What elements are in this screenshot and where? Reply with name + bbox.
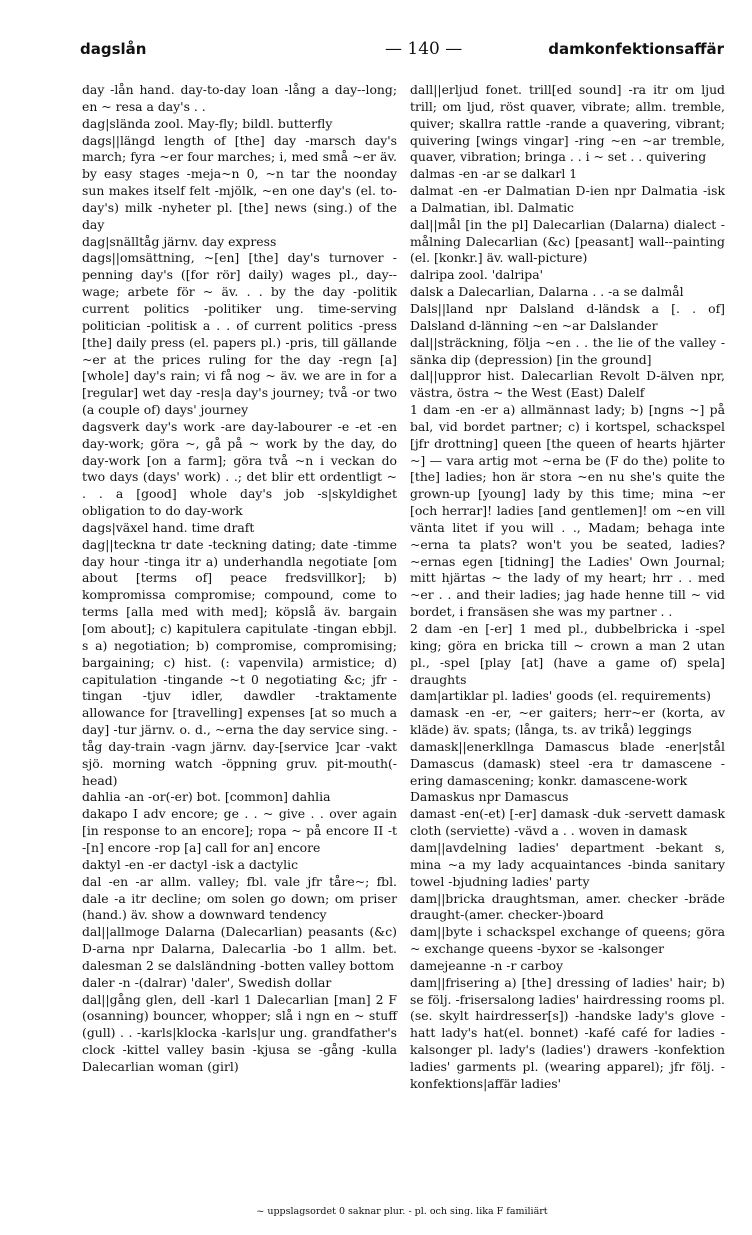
- right-guide-word: damkonfektionsaffär: [548, 40, 724, 58]
- dictionary-entry: daler -n -(dalrar) 'daler', Swedish dollar: [82, 974, 332, 990]
- dictionary-entry: 2 dam -en [-er] 1 med pl., dubbelbricka i -spel king; göra en bricka till ~ crown a man 2 utan pl., -spel [play [at] (have a game of) spela] draughts: [410, 621, 725, 687]
- dictionary-entry: dalmas -en -ar se dalkarl 1: [410, 166, 578, 182]
- dictionary-entry: dag|slända zool. May-fly; bildl. butterfly: [82, 115, 333, 131]
- dictionary-entry: damejeanne -n -r carboy: [410, 957, 563, 973]
- dictionary-entry: daktyl -en -er dactyl -isk a dactylic: [82, 856, 299, 872]
- dictionary-entry: dal||gång glen, dell -karl 1 Dalecarlian [man] 2 F (osanning) bouncer, whopper; slå i ngn en ~ stuff (gull) . . -karls|klocka -karls|ur ung. grandfather's clock -kittel valley basin -kjusa se -gång -kulla Dalecarlian woman (girl): [82, 991, 397, 1074]
- dictionary-entry: Dals||land npr Dalsland d-ländsk a [. . of] Dalsland d-länning ~en ~ar Dalslander: [410, 300, 725, 333]
- dictionary-entry: dagsverk day's work -are day-labourer -e -et -en day-work; göra ~, gå på ~ work by the day, do day-work [on a farm]; göra två ~n i veckan do two days (days' work) . .; det blir ett ordentligt ~ . . a [good] whole day's job -s|skyldighet obligation to do day-work: [82, 418, 397, 519]
- page-number: — 140 —: [385, 39, 463, 59]
- dictionary-entry: dam||bricka draughtsman, amer. checker -bräde draught-(amer. checker-)board: [410, 890, 725, 923]
- left-column: [82, 82, 397, 1076]
- dictionary-entry: dags|växel hand. time draft: [82, 519, 255, 535]
- dictionary-entry: damask -en -er, ~er gaiters; herr~er (korta, av kläde) äv. spats; (långa, ts. av trikå) leggings: [410, 705, 725, 738]
- dictionary-entry: Damaskus npr Damascus: [410, 789, 569, 805]
- dictionary-entry: damask||enerkllnga Damascus blade -ener|stål Damascus (damask) steel -era tr damascene -ering damascening; konkr. damascene-work: [410, 738, 725, 788]
- dictionary-entry: day -lån hand. day-to-day loan -lång a day--long; en ~ resa a day's . .: [82, 82, 397, 114]
- dictionary-entry: dalripa zool. 'dalripa': [410, 267, 544, 283]
- dictionary-entry: dag||teckna tr date -teckning dating; date -timme day hour -tinga itr a) underhandla negotiate [om about [terms of] peace fredsvillkor]; b) kompromissa compromise; compound, come to terms [alla med with med]; köpslå äv. bargain [om about]; c) kapitulera capitulate -tingan ebbjl. s a) negotiation; b) compromise, compromising; bargaining; c) hist. (: vapenvila) armistice; d) capitulation -tingande ~t 0 negotiating &c; jfr -tingan -tjuv idler, dawdler -traktamente allowance for [travelling] expenses [at so much a day] -tur järnv. o. d., ~erna the day service sing. -tåg day-train -vagn järnv. day-[service ]car -vakt sjö. morning watch -öppning gruv. pit-mouth(-head): [82, 536, 397, 788]
- dictionary-entry: dam||frisering a) [the] dressing of ladies' hair; b) se följ. -frisersalong ladies' hairdressing rooms pl. (se. skylt hairdresser[s]) -handske lady's glove -hatt lady's hat(el. bonnet) -kafé café for ladies -kalsonger pl. lady's (ladies') drawers -konfektion ladies' garments pl. (wearing apparel); jfr följ. -konfektions|affär ladies': [410, 974, 725, 1091]
- dictionary-entry: dalsk a Dalecarlian, Dalarna . . -a se dalmål: [410, 284, 684, 300]
- dictionary-entry: dam||byte i schackspel exchange of queens; göra ~ exchange queens -byxor se -kalsonger: [410, 924, 725, 957]
- page-header: [80, 40, 724, 68]
- dictionary-entry: damast -en(-et) [-er] damask -duk -servett damask cloth (serviette) -vävd a . . woven in damask: [410, 806, 725, 839]
- dictionary-entry: dal -en -ar allm. valley; fbl. vale jfr tåre~; fbl. dale -a itr decline; om solen go down; om priser (hand.) äv. show a downward tendency: [82, 873, 397, 923]
- abbreviation-legend: ~ uppslagsordet 0 saknar plur. ‑ pl. och sing. lika F familiärt: [256, 1206, 548, 1217]
- left-guide-word: dagslån: [80, 40, 147, 58]
- dictionary-entry: dam||avdelning ladies' department -bekant s, mina ~a my lady acquaintances -binda sanitary towel -bjudning ladies' party: [410, 839, 725, 889]
- dictionary-entry: 1 dam -en -er a) allmännast lady; b) [ngns ~] på bal, vid bordet partner; c) i kortspel, schackspel [jfr drottning] queen [the queen of hearts hjärter ~] — vara artig mot ~erna be (F do the) polite to [the] ladies; hon är stora ~en nu she's quite the grown-up [young] lady by this time; mina ~er [och herrar]! ladies [and gentlemen]! om ~en vill vänta litet if you will . ., Madam; behaga inte ~erna ta plats? won't you be seated, ladies? ~ernas egen [tidning] the Ladies' Own Journal; mitt hjärtas ~ the lady of my heart; hrr . . med ~er . . and their ladies; jag hade henne till ~ vid bordet, i fransäsen she was my partner . .: [410, 402, 725, 620]
- dictionary-entry: dakapo I adv encore; ge . . ~ give . . over again [in response to an encore]; ropa ~ på encore II -t -[n] encore -rop [a] call for an] encore: [82, 806, 397, 855]
- dictionary-entry: dags||längd length of [the] day -marsch day's march; fyra ~er four marches; i, med små ~er äv. by easy stages -meja~n 0, ~n tar the noonday sun makes itself felt -mjölk, ~en one day's (el. to-day's) milk -nyheter pl. [the] news (sing.) of the day: [82, 132, 397, 232]
- dictionary-entry: dal||uppror hist. Dalecarlian Revolt D-älven npr, västra, östra ~ the West (East) Dalelf: [410, 368, 725, 401]
- dictionary-entry: dam|artiklar pl. ladies' goods (el. requirements): [410, 688, 711, 704]
- dictionary-entry: dag|snälltåg järnv. day express: [82, 233, 277, 249]
- dictionary-entry: dal||mål [in the pl] Dalecarlian (Dalarna) dialect -målning Dalecarlian (&c) [peasant] wall--painting (el. [konkr.] äv. wall-picture): [410, 216, 725, 266]
- dictionary-entry: dall||erljud fonet. trill[ed sound] -ra itr om ljud trill; om ljud, röst quaver, vibrate; allm. tremble, quiver; skallra rattle -rande a quavering, vibrant; quivering [wings vingar] -ring ~en ~ar tremble, quaver, vibration; bringa . . i ~ set . . quivering: [410, 82, 725, 165]
- dictionary-entry: dags||omsättning, ~[en] [the] day's turnover -penning day's ([for rör] daily) wages pl., day--wage; arbete för ~ äv. . . by the day -politik current politics -politiker ung. time-serving politician -politisk a . . of current politics -press [the] daily press (el. papers pl.) -pris, till gällande ~er at the prices ruling for the day -regn [a] [whole] day's rain; vi få nog ~ äv. we are in for a [regular] wet day -res|a day's journey; två -or two (a couple of) days' journey: [82, 250, 397, 418]
- dictionary-entry: dalmat -en -er Dalmatian D-ien npr Dalmatia -isk a Dalmatian, ibl. Dalmatic: [410, 183, 725, 215]
- dictionary-entry: dal||sträckning, följa ~en . . the lie of the valley -sänka dip (depression) [in the ground]: [410, 334, 725, 367]
- dictionary-entry: dal||allmoge Dalarna (Dalecarlian) peasants (&c) D-arna npr Dalarna, Dalecarlia -bo 1 allm. bet. dalesman 2 se dalsländning -botten valley bottom: [82, 924, 397, 973]
- dictionary-entry: dahlia -an -or(-er) bot. [common] dahlia: [82, 789, 331, 805]
- right-column: [410, 82, 725, 1093]
